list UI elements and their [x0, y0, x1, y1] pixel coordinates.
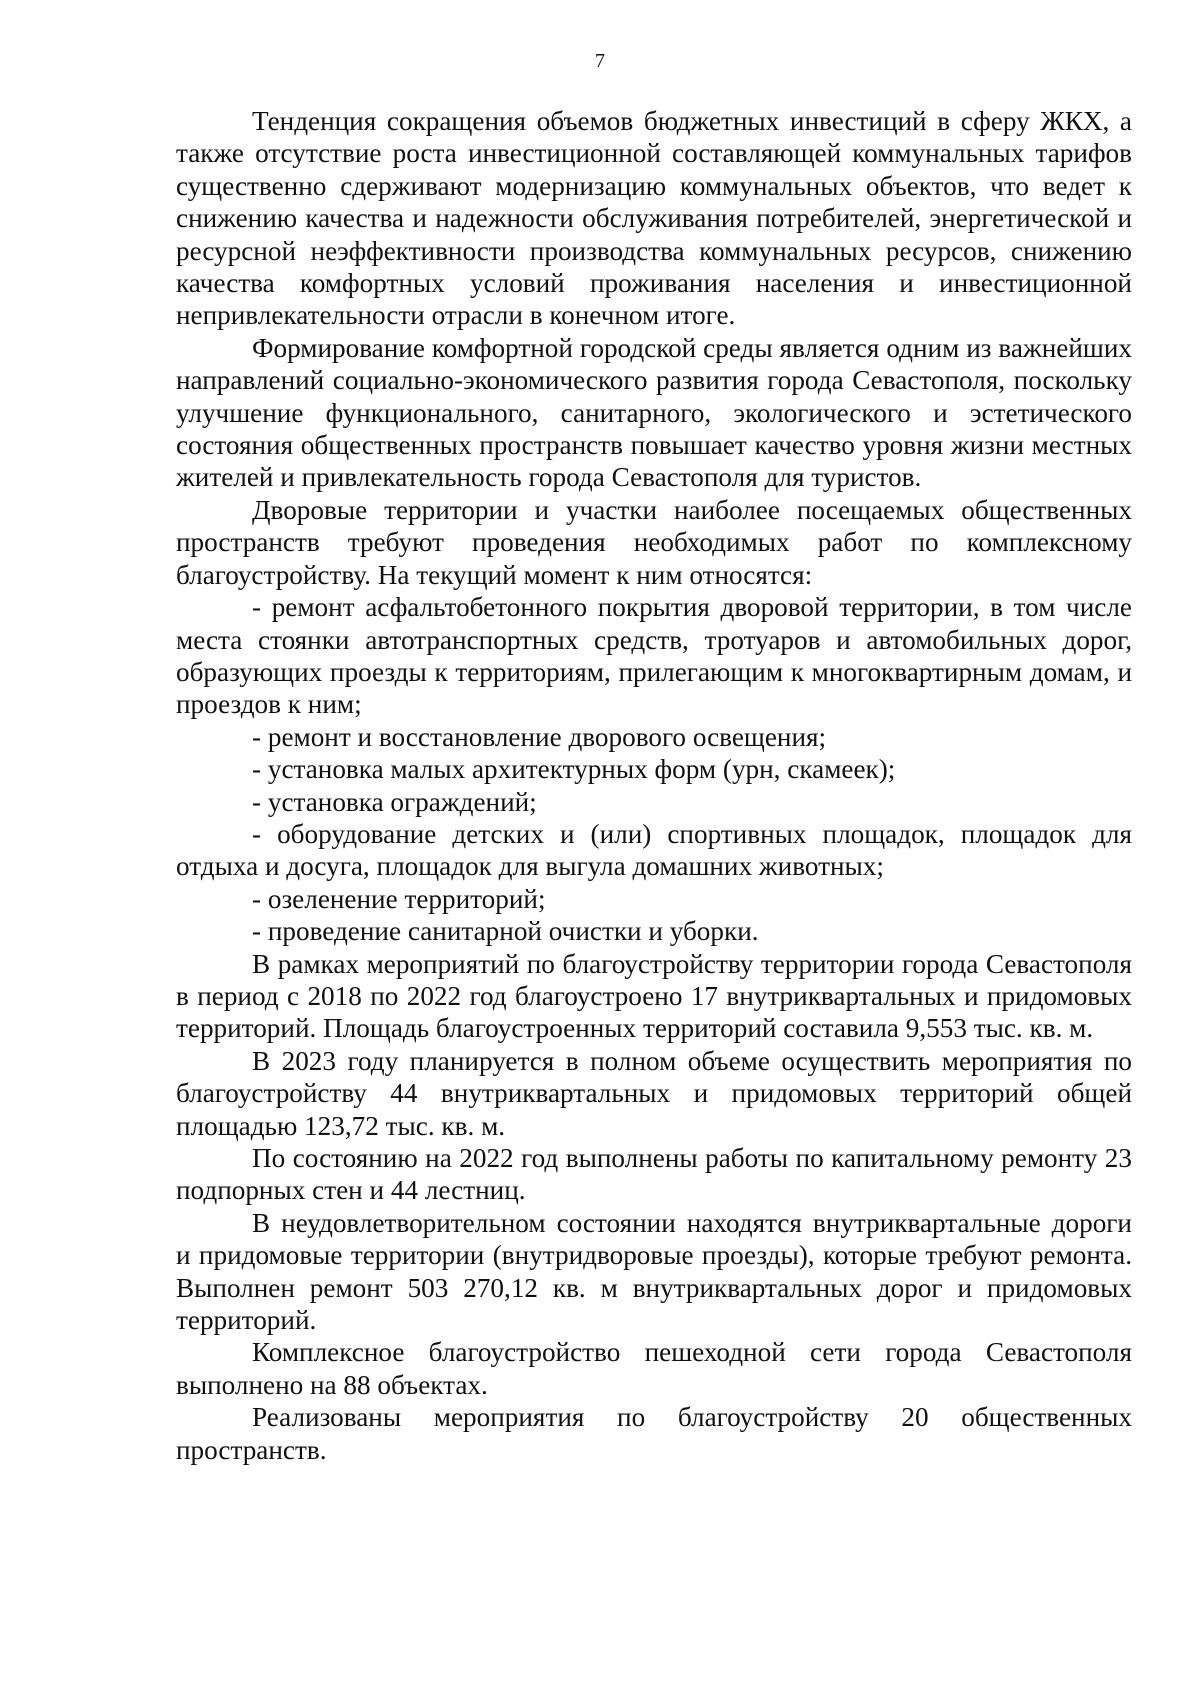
paragraph: Тенденция сокращения объемов бюджетных инвестиций в сферу ЖКХ, а также отсутствие роста инвестиционной составляющей коммунальных тарифов существенно сдерживают модернизацию коммунальных объектов, что ведет к снижению качества и надежности обслуживания потребителей, энергетической и ресурсной неэффективности производства коммунальных ресурсов, снижению качества комфортных условий проживания населения и инвестиционной непривлекательности отрасли в конечном итоге. — [176, 106, 1132, 331]
paragraph: Дворовые территории и участки наиболее посещаемых общественных пространств требуют проведения необходимых работ по комплексному благоустройству. На текущий момент к ним относятся: — [176, 494, 1132, 590]
list-item: - озеленение территорий; — [252, 883, 546, 914]
body-text — [176, 105, 1132, 1466]
page-number: 7 — [595, 50, 605, 72]
paragraph: Формирование комфортной городской среды является одним из важнейших направлений социально-экономического развития города Севастополя, поскольку улучшение функционального, санитарного, экологического и эстетического состояния общественных пространств повышает качество уровня жизни местных жителей и привлекательность города Севастополя для туристов. — [176, 332, 1132, 493]
paragraph: Реализованы мероприятия по благоустройству 20 общественных пространств. — [176, 1402, 1132, 1465]
list-item: - ремонт асфальтобетонного покрытия дворовой территории, в том числе места стоянки автотранспортных средств, тротуаров и автомобильных дорог, образующих проезды к территориям, прилегающим к многоквартирным домам, и проездов к ним; — [176, 592, 1132, 720]
list-item: - оборудование детских и (или) спортивных площадок, площадок для отдыха и досуга, площадок для выгула домашних животных; — [176, 818, 1132, 882]
paragraph: В 2023 году планируется в полном объеме осуществить мероприятия по благоустройству 44 внутриквартальных и придомовых территорий общей площадью 123,72 тыс. кв. м. — [176, 1045, 1132, 1141]
list-item: - ремонт и восстановление дворового освещения; — [252, 721, 827, 752]
paragraph: Комплексное благоустройство пешеходной сети города Севастополя выполнено на 88 объектах. — [176, 1337, 1132, 1400]
list-item: - установка ограждений; — [252, 786, 537, 817]
paragraph: По состоянию на 2022 год выполнены работы по капитальному ремонту 23 подпорных стен и 44 лестниц. — [176, 1143, 1132, 1206]
list-item: - установка малых архитектурных форм (урн, скамеек); — [252, 754, 896, 785]
paragraph: В неудовлетворительном состоянии находятся внутриквартальные дороги и придомовые территории (внутридворовые проезды), которые требуют ремонта. Выполнен ремонт 503 270,12 кв. м внутриквартальных дорог и придомовых территорий. — [176, 1207, 1132, 1336]
list-item: - проведение санитарной очистки и уборки. — [252, 916, 759, 947]
paragraph: В рамках мероприятий по благоустройству территории города Севастополя в период с 2018 по 2022 год благоустроено 17 внутриквартальных и придомовых территорий. Площадь благоустроенных территорий составила 9,553 тыс. кв. м. — [176, 948, 1132, 1044]
